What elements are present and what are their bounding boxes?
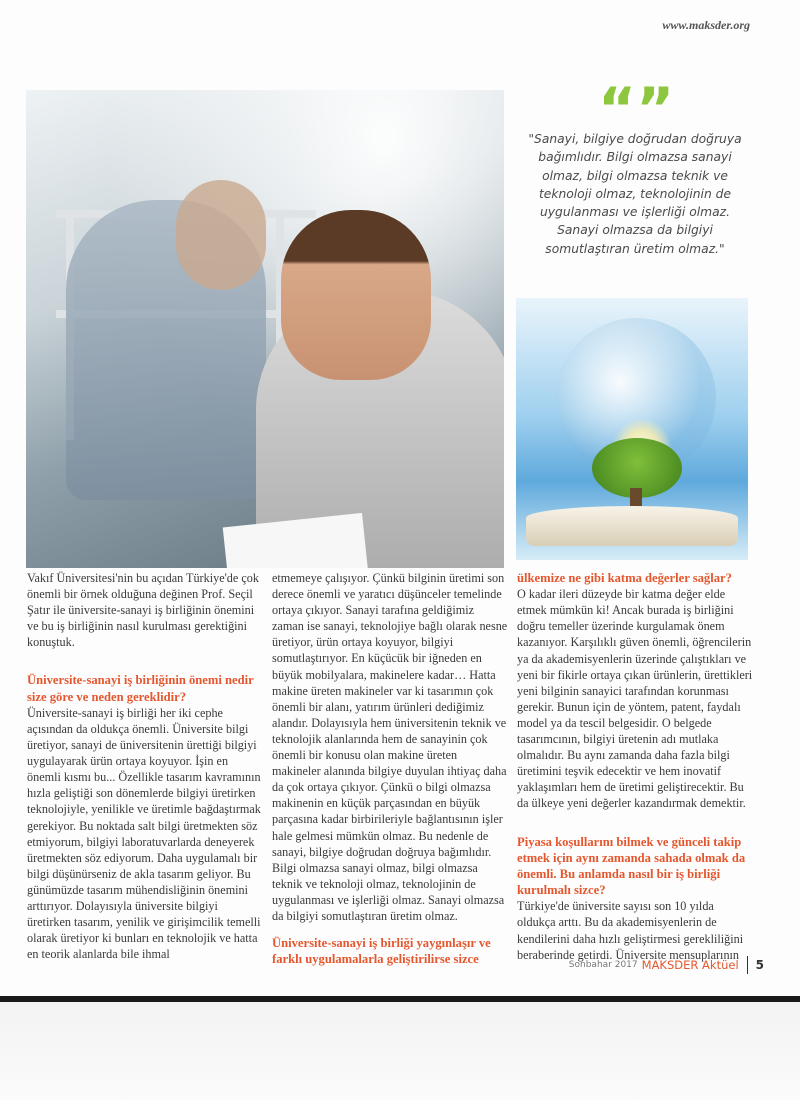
issue-season: Sonbahar 2017 [568,960,638,970]
page-number: 5 [755,958,764,972]
body-paragraph: etmemeye çalışıyor. Çünkü bilginin üretimi son derece önemli ve yaratıcı düşünceler temelinde ortaya çıkıyor. Sanayi tarafına geldiğimiz zaman ise sanayi, teknolojiye bağlı olarak nesne üretiyor, ürün ortaya koyuyor, bilgiyi somutlaştırıyor. En küçücük bir iğneden en büyük mobilyalara, makinelere kadar… Hatta makine üreten makineler var ki tasarımın çok önemli bir alanı, yatırım ürünleri dediğimiz alandır. Dolayısıyla hem üniversitenin teknik ve teknolojik alanlarında hem de sanayinin çok önemli bir konusu olan makine üreten makineler alanında bilgiye duyulan ihtiyaç daha da çok ortaya çıkıyor. Çünkü o bilgi olmazsa makinenin en küçük parçasından en büyük parçasına kadar birbirileriyle bağlantısının işler hale gelmesi mümkün olmaz. Bu nedenle de sanayi, bilgiye doğrudan doğruya bağımlıdır. Bilgi olmazsa sanayi olmaz, bilgi olmazsa teknik ve teknoloji olmaz, teknolojinin de uygulanması ve işlerliği olmaz. Sanayi olmazsa da bilgiyi somutlaştıran üretim olmaz. [272,571,508,923]
page-footer [569,956,764,974]
section-heading: Piyasa koşullarını bilmek ve günceli takip etmek için aynı zamanda sahada olmak da önemli. Bu anlamda nasıl bir iş birliği kurulmalı sizce? [517,834,746,898]
article-column-1 [27,570,263,962]
bottom-margin [0,1002,800,1100]
body-paragraph: O kadar ileri düzeyde bir katma değer elde etmek mümkün ki! Ancak burada iş birliğini doğru temeller üzerinde kurgulamak önem kazanıyor. Karşılıklı güven önemli, öğrencilerin ya da akademisyenlerin üzerinde çalıştıkları ve yeni bir fikirle ortaya çıkan ürünlerin, ürettikleri yeni bilginin sanayici tarafından korunması gerekir. Bunun için de yöntem, patent, faydalı model ya da tescil belgesidir. O belgede tasarımcının, bilgiyi üretenin adı mutlaka olmalıdır. Bu aynı zamanda daha fazla bilgi üretimini teşvik edecektir ve hem inovatif yaklaşımları hem de üretimi geliştirecektir. Bu da ülkeye yeni değerler kazandırmak demektir. [517,587,753,811]
website-url: www.maksder.org [662,18,750,32]
body-paragraph: Üniversite-sanayi iş birliği her iki cephe açısından da oldukça önemli. Üniversite bilgi üretiyor, sanayi de üniversitenin ürettiği bilgiyi uygulayarak ürün ortaya koyuyor. İşin en önemli kısmı bu... Özellikle tasarım kavramının hızla geliştiği son dönemlerde bilgiyi üretirken teknolojiyle, yenilikle ve üretimle bağdaştırmak gerekiyor. Bu noktada salt bilgi üretmekten söz etmiyorum, bilgiyi laboratuvarlarda deneyerek üretmekten söz ediyorum. Daha uygulamalı bir bilgi düşünürseniz de akla tasarım geliyor. Bu günümüzde tasarım mühendisliğinin önemini arttırıyor. Dolayısıyla üniversite bilgiyi üretirken tasarım, yenilik ve girişimcilik temelli olarak üretiyor ki bunları en teknolojik ve hatta en teorik alanlarda bile ihmal [27,705,261,962]
pull-quote: "Sanayi, bilgiye doğrudan doğruya bağımlıdır. Bilgi olmazsa sanayi olmaz, bilgi olmazsa teknik ve teknoloji olmaz, teknolojinin de uygulanması ve işlerliği olmaz. Sanayi olmazsa da bilgiyi somutlaştıran üretim olmaz." [528,132,742,256]
magazine-brand: MAKSDER Aktüel [641,958,739,972]
footer-divider [747,956,748,974]
section-heading: Üniversite-sanayi iş birliğinin önemi nedir size göre ve neden gereklidir? [27,673,254,704]
article-column-3 [517,570,755,963]
body-paragraph: Türkiye'de üniversite sayısı son 10 yılda oldukça arttı. Bu da akademisyenlerin de kendilerini daha hızlı geliştirmesi gerekliliğini beraberinde getirdi. Üniversite mensuplarının [517,899,744,962]
tree-book-illustration [516,298,748,560]
section-heading: Üniversite-sanayi iş birliği yaygınlaşır ve farklı uygulamalarla geliştirilirse sizce [272,936,491,967]
section-heading-continued: ülkemize ne gibi katma değerler sağlar? [517,571,732,585]
quote-mark-icon: “” [598,75,675,143]
students-workshop-photo [26,90,504,568]
intro-paragraph: Vakıf Üniversitesi'nin bu açıdan Türkiye'de çok önemli bir örnek olduğuna değinen Prof. Seçil Şatır ile üniversite-sanayi iş birliğinin önemini ve bu iş birliğinin nasıl kurulması gerektiğini konuştuk. [27,571,259,650]
article-column-2 [272,570,508,967]
